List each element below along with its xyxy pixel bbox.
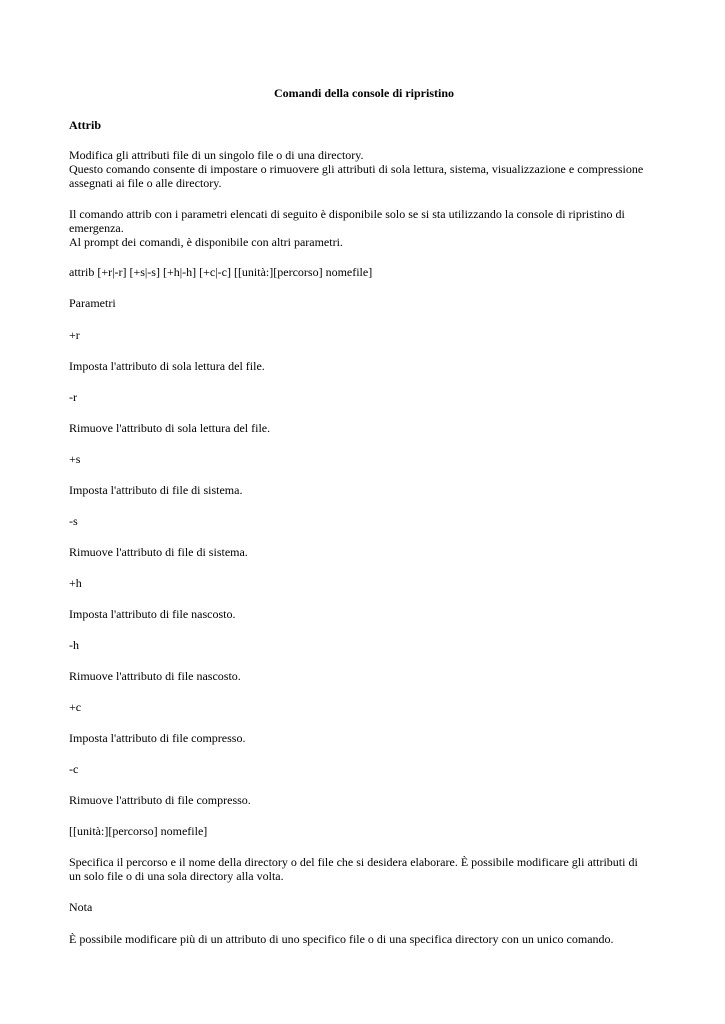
path-description-line-1: Specifica il percorso e il nome della directory o del file che si desidera elaborare. È possibile modificare gli attributi di: [69, 855, 638, 869]
param-flag: -s: [69, 514, 78, 528]
param-flag: +h: [69, 576, 82, 590]
param-flag: +s: [69, 452, 81, 466]
param-description: Imposta l'attributo di file compresso.: [69, 731, 246, 745]
intro-line-3: assegnati ai file o alle directory.: [69, 176, 222, 190]
param-description: Imposta l'attributo di file di sistema.: [69, 483, 243, 497]
note-text: È possibile modificare più di un attributo di uno specifico file o di una specifica directory con un unico comando.: [69, 932, 614, 946]
intro-line-1: Modifica gli attributi file di un singolo file o di una directory.: [69, 148, 364, 162]
param-description: Rimuove l'attributo di sola lettura del file.: [69, 421, 271, 435]
availability-line-2: emergenza.: [69, 221, 124, 235]
availability-line-3: Al prompt dei comandi, è disponibile con altri parametri.: [69, 235, 343, 249]
param-flag: -h: [69, 638, 79, 652]
path-description-line-2: un solo file o di una sola directory alla volta.: [69, 869, 284, 883]
syntax-line: attrib [+r|-r] [+s|-s] [+h|-h] [+c|-c] [[unità:][percorso] nomefile]: [69, 265, 373, 279]
param-description: Imposta l'attributo di sola lettura del file.: [69, 359, 265, 373]
param-description: Rimuove l'attributo di file nascosto.: [69, 669, 241, 683]
page-title: Comandi della console di ripristino: [273, 86, 455, 100]
param-description: Imposta l'attributo di file nascosto.: [69, 607, 236, 621]
param-description: Rimuove l'attributo di file di sistema.: [69, 545, 248, 559]
param-description: Rimuove l'attributo di file compresso.: [69, 793, 251, 807]
path-parameter: [[unità:][percorso] nomefile]: [69, 824, 208, 838]
param-flag: -r: [69, 390, 77, 404]
param-flag: -c: [69, 762, 79, 776]
note-heading: Nota: [69, 900, 93, 914]
availability-line-1: Il comando attrib con i parametri elencati di seguito è disponibile solo se si sta utilizzando la console di ripristino di: [69, 207, 625, 221]
parameters-heading: Parametri: [69, 296, 116, 310]
intro-line-2: Questo comando consente di impostare o rimuovere gli attributi di sola lettura, sistema, visualizzazione e compressione: [69, 162, 644, 176]
section-heading: Attrib: [69, 118, 101, 132]
param-flag: +c: [69, 700, 82, 714]
param-flag: +r: [69, 328, 80, 342]
